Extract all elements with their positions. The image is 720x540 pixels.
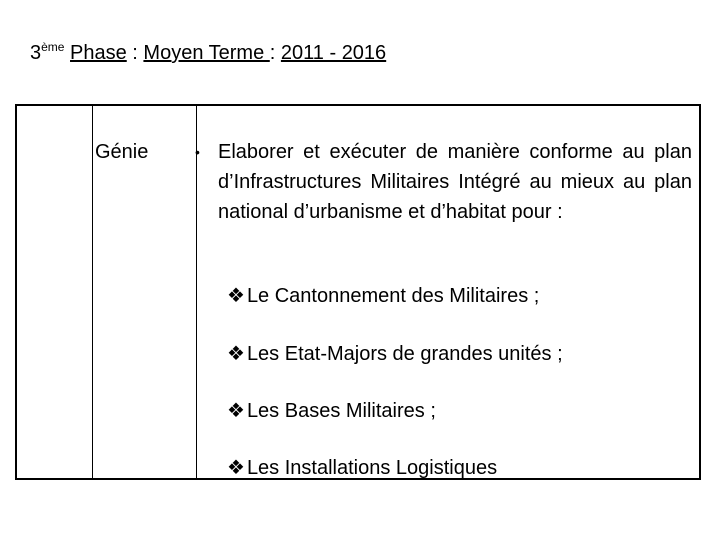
phase-number: 3 xyxy=(30,42,42,64)
sub-bullet-text: Le Cantonnement des Militaires ; xyxy=(246,285,540,307)
diamond-bullet-icon: ❖ xyxy=(227,400,245,422)
diamond-bullet-icon: ❖ xyxy=(227,457,245,479)
term-label: Moyen Terme xyxy=(143,42,270,64)
phase-word: Phase xyxy=(70,42,127,64)
title-separator: : xyxy=(126,42,144,64)
year-range: 2011 - 2016 xyxy=(280,42,387,64)
title-separator-2: : xyxy=(269,42,281,64)
sub-bullet-text: Les Installations Logistiques xyxy=(246,457,498,479)
sub-bullet-item xyxy=(227,283,539,308)
phase-ordinal-suffix: ème xyxy=(41,40,65,54)
diamond-bullet-icon: ❖ xyxy=(227,343,245,365)
sub-bullet-text: Les Bases Militaires ; xyxy=(246,400,436,422)
diamond-bullet-icon: ❖ xyxy=(227,285,245,307)
row-label: Génie xyxy=(95,141,149,163)
page-title xyxy=(30,40,386,65)
main-bullet xyxy=(195,137,692,227)
bullet-icon: • xyxy=(195,144,200,160)
sub-bullet-text: Les Etat-Majors de grandes unités ; xyxy=(246,343,563,365)
sub-bullet-item xyxy=(227,341,563,366)
column-divider-1 xyxy=(92,106,93,478)
main-bullet-text: Elaborer et exécuter de manière conforme au plan d’Infrastructures Militaires Intégré au mieux au plan national d’urbanisme et d’habitat pour : xyxy=(218,141,692,223)
sub-bullet-item xyxy=(227,455,497,480)
sub-bullet-item xyxy=(227,398,436,423)
